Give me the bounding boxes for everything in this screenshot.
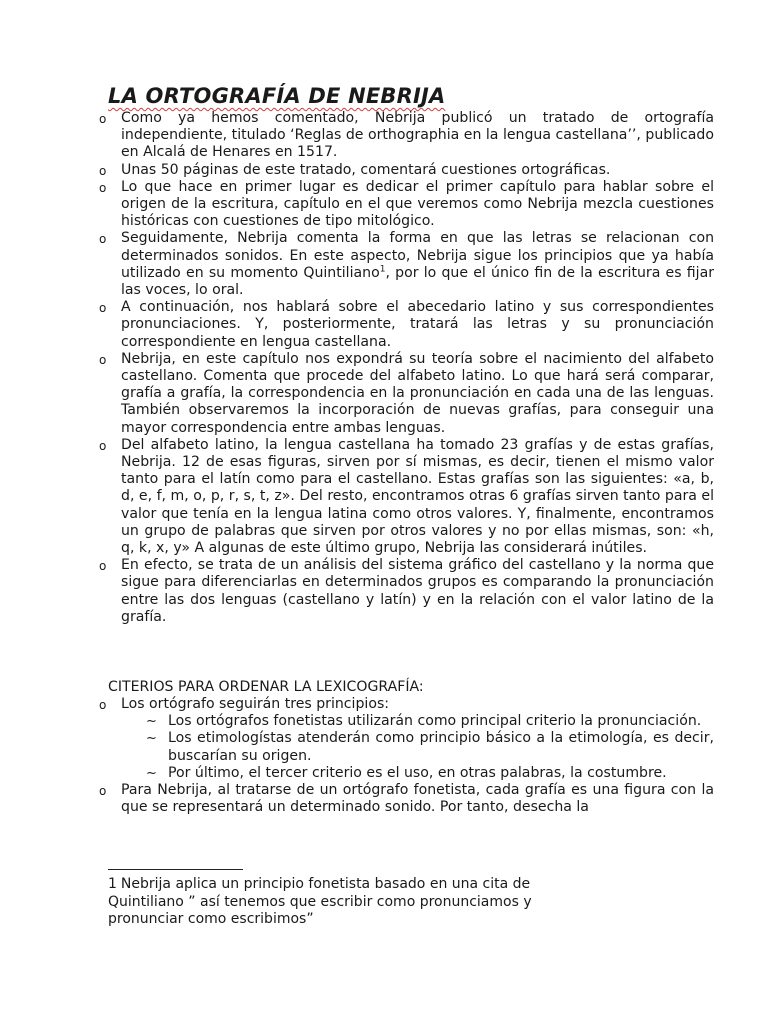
bullet-icon: o (99, 784, 107, 799)
footnote (108, 876, 588, 929)
footnote-number: 1 (108, 876, 117, 892)
bullet-icon: o (99, 352, 107, 367)
paragraph-text: Nebrija, en este capítulo nos expondrá su teoría sobre el nacimiento del alfabeto castellano. Comenta que procede del alfabeto latino. Lo que hará será comparar, grafía a grafía, la correspondencia en la pronunciación en cada una de las lenguas. También observaremos la incorporación de nuevas grafías, para conseguir una mayor correspondencia entre ambas lenguas. (121, 350, 714, 436)
footnote-text: Nebrija aplica un principio fonetista basado en una cita de Quintiliano ” así tenemos que escribir como pronunciamos y pronunciar como escribimos” (108, 876, 532, 927)
document-title: LA ORTOGRAFÍA DE NEBRIJA (108, 84, 446, 108)
sub-list-item (121, 765, 714, 782)
sub-list-item (121, 730, 714, 764)
list-item (96, 696, 714, 782)
bullet-icon: o (99, 438, 107, 453)
bullet-icon: o (99, 301, 107, 316)
paragraph-text: A continuación, nos hablará sobre el abecedario latino y sus correspondientes pronunciaciones. Y, posteriormente, tratará las letras y su pronunciación correspondiente en lengua castellana. (121, 299, 714, 350)
list-item (96, 351, 714, 437)
bullet-icon: o (99, 180, 107, 195)
list-item (96, 162, 714, 179)
paragraph-text: En efecto, se trata de un análisis del sistema gráfico del castellano y la norma que sigue para diferenciarlas en determinados grupos es comparando la pronunciación entre las dos lenguas (castellano y latín) y en la relación con el valor latino de la grafía. (121, 557, 714, 625)
criteria-list (96, 696, 714, 816)
paragraph-text-before-ref: Seguidamente, Nebrija comenta la forma en que las letras se relacionan con determinados sonidos. En este aspecto, Nebrija sigue los principios que ya había utilizado en su momento Quintiliano (121, 230, 714, 281)
tilde-bullet-icon: ~ (146, 714, 157, 730)
list-item (96, 110, 714, 162)
paragraph-text: Los ortógrafo seguirán tres principios: (121, 696, 390, 712)
bullet-icon: o (99, 232, 107, 247)
tilde-bullet-icon: ~ (146, 765, 157, 781)
sub-item-text: Por último, el tercer criterio es el uso, en otras palabras, la costumbre. (168, 764, 667, 781)
footnote-divider (108, 869, 243, 870)
sub-list-item (121, 713, 714, 730)
list-item (96, 782, 714, 816)
bullet-icon: o (99, 163, 107, 178)
paragraph-text-after-ref: , por lo que el único fin de la escritura es fijar las voces, lo oral. (121, 264, 714, 299)
sub-list (121, 713, 714, 782)
list-item (96, 557, 714, 626)
tilde-bullet-icon: ~ (146, 731, 157, 747)
bullet-icon: o (99, 112, 107, 126)
section-heading: CITERIOS PARA ORDENAR LA LEXICOGRAFÍA: (108, 679, 424, 695)
paragraph-text: Unas 50 páginas de este tratado, comentará cuestiones ortográficas. (121, 161, 611, 178)
footnote-reference[interactable]: 1 (379, 264, 386, 275)
list-item (96, 230, 714, 299)
paragraph-text: Como ya hemos comentado, Nebrija publicó un tratado de ortografía independiente, titulado ‘Reglas de orthographia en la lengua castellana’’, publicado en Alcalá de Henares en 1517. (121, 110, 714, 161)
paragraph-text: Para Nebrija, al tratarse de un ortógrafo fonetista, cada grafía es una figura con la que se representará un determinado sonido. Por tanto, desecha la (121, 782, 714, 816)
bullet-icon: o (99, 559, 107, 574)
paragraph-text: Lo que hace en primer lugar es dedicar el primer capítulo para hablar sobre el origen de la escritura, capítulo en el que veremos como Nebrija mezcla cuestiones históricas con cuestiones de tipo mitológico. (121, 178, 714, 230)
sub-item-text: Los ortógrafos fonetistas utilizarán como principal criterio la pronunciación. (168, 713, 702, 730)
list-item (96, 179, 714, 231)
bullet-icon: o (99, 698, 107, 712)
principles-list (96, 110, 714, 626)
list-item (96, 299, 714, 351)
paragraph-text: Del alfabeto latino, la lengua castellana ha tomado 23 grafías y de estas grafías, Nebrija. 12 de esas figuras, sirven por sí mismas, es decir, tienen el mismo valor tanto para el latín como para el castellano. Estas grafías son las siguientes: «a, b, d, e, f, m, o, p, r, s, t, z». Del resto, encontramos otras 6 grafías sirven tanto para el valor que tenía en la lengua latina como otros valores. Y, finalmente, encontramos un grupo de palabras que sirven por otros valores y no por ellas mismas, son: «h, q, k, x, y» A algunas de este último grupo, Nebrija las considerará inútiles. (121, 436, 714, 557)
sub-item-text: Los etimologístas atenderán como principio básico a la etimología, es decir, buscarían su origen. (168, 730, 714, 764)
list-item (96, 437, 714, 557)
